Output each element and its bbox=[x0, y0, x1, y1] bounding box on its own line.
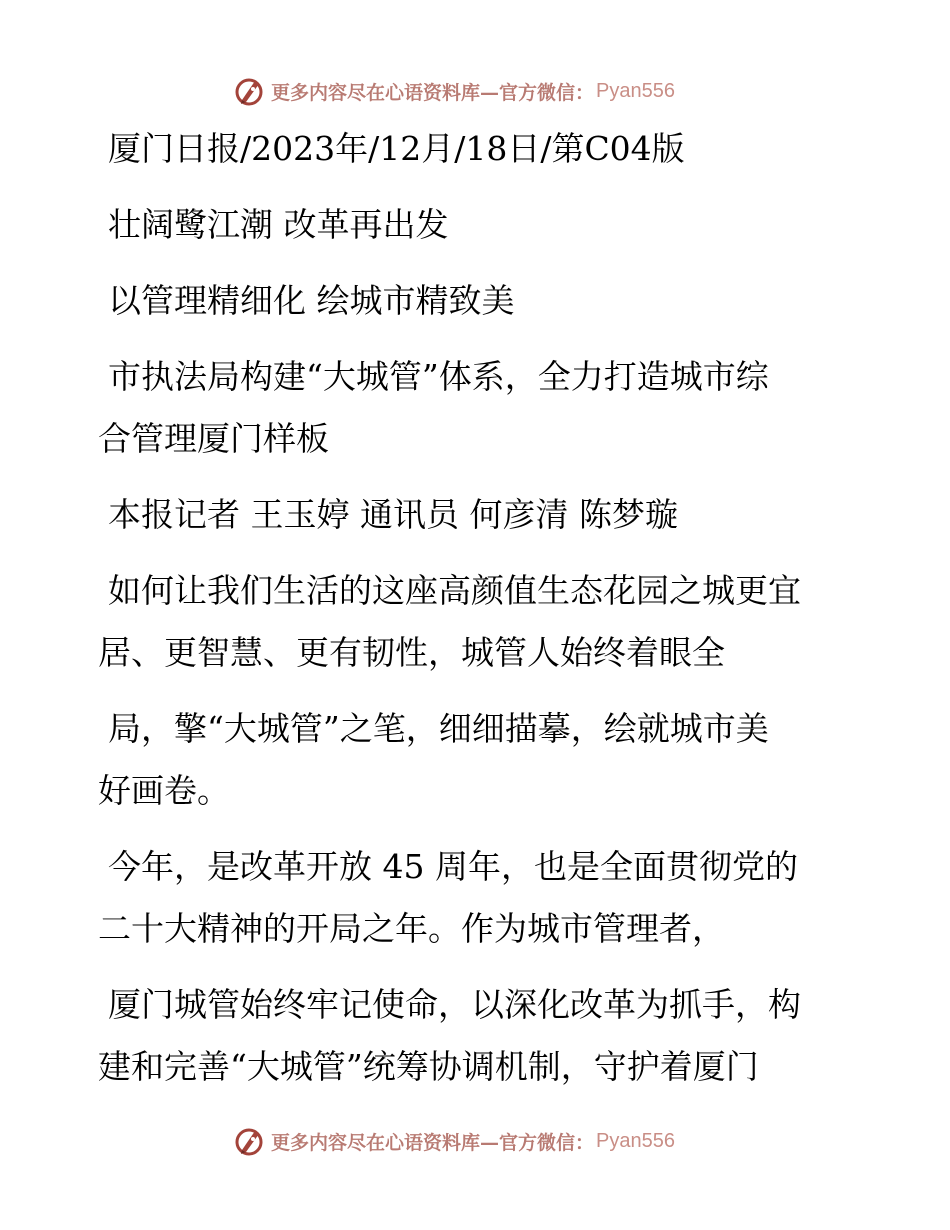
watermark-id: Pyan556 bbox=[596, 79, 675, 102]
paragraph-4-line-2: 建和完善“大城管”统筹协调机制，守护着厦门 bbox=[98, 1047, 759, 1086]
watermark-footer bbox=[233, 1124, 675, 1158]
watermark-id: Pyan556 bbox=[596, 1129, 675, 1152]
paragraph-3-line-2: 二十大精神的开局之年。作为城市管理者， bbox=[98, 909, 725, 948]
watermark-text: 更多内容尽在心语资料库—官方微信： bbox=[271, 81, 595, 104]
paragraph-1-line-2: 居、更智慧、更有韧性，城管人始终着眼全 bbox=[98, 633, 725, 672]
paragraph-2-line-1: 局，擎“大城管”之笔，细细描摹，绘就城市美 bbox=[108, 709, 769, 748]
watermark-text: 更多内容尽在心语资料库—官方微信： bbox=[271, 1131, 595, 1154]
pen-circle-logo-icon bbox=[233, 1125, 265, 1157]
article-byline: 本报记者 王玉婷 通讯员 何彦清 陈梦璇 bbox=[108, 495, 678, 534]
pen-circle-logo-icon bbox=[233, 75, 265, 107]
article-kicker: 壮阔鹭江潮 改革再出发 bbox=[108, 205, 449, 244]
paragraph-3-line-1: 今年，是改革开放 45 周年，也是全面贯彻党的 bbox=[108, 847, 798, 886]
article-body bbox=[98, 118, 838, 1098]
watermark-header bbox=[233, 74, 675, 108]
paragraph-4-line-1: 厦门城管始终牢记使命，以深化改革为抓手，构 bbox=[108, 985, 801, 1024]
paragraph-1-line-1: 如何让我们生活的这座高颜值生态花园之城更宜 bbox=[108, 571, 801, 610]
article-source: 厦门日报/2023年/12月/18日/第C04版 bbox=[108, 129, 685, 168]
article-title: 以管理精细化 绘城市精致美 bbox=[108, 281, 515, 320]
paragraph-2-line-2: 好画卷。 bbox=[98, 771, 230, 810]
article-subtitle-line-1: 市执法局构建“大城管”体系，全力打造城市综 bbox=[108, 357, 769, 396]
article-subtitle-line-2: 合管理厦门样板 bbox=[98, 419, 329, 458]
